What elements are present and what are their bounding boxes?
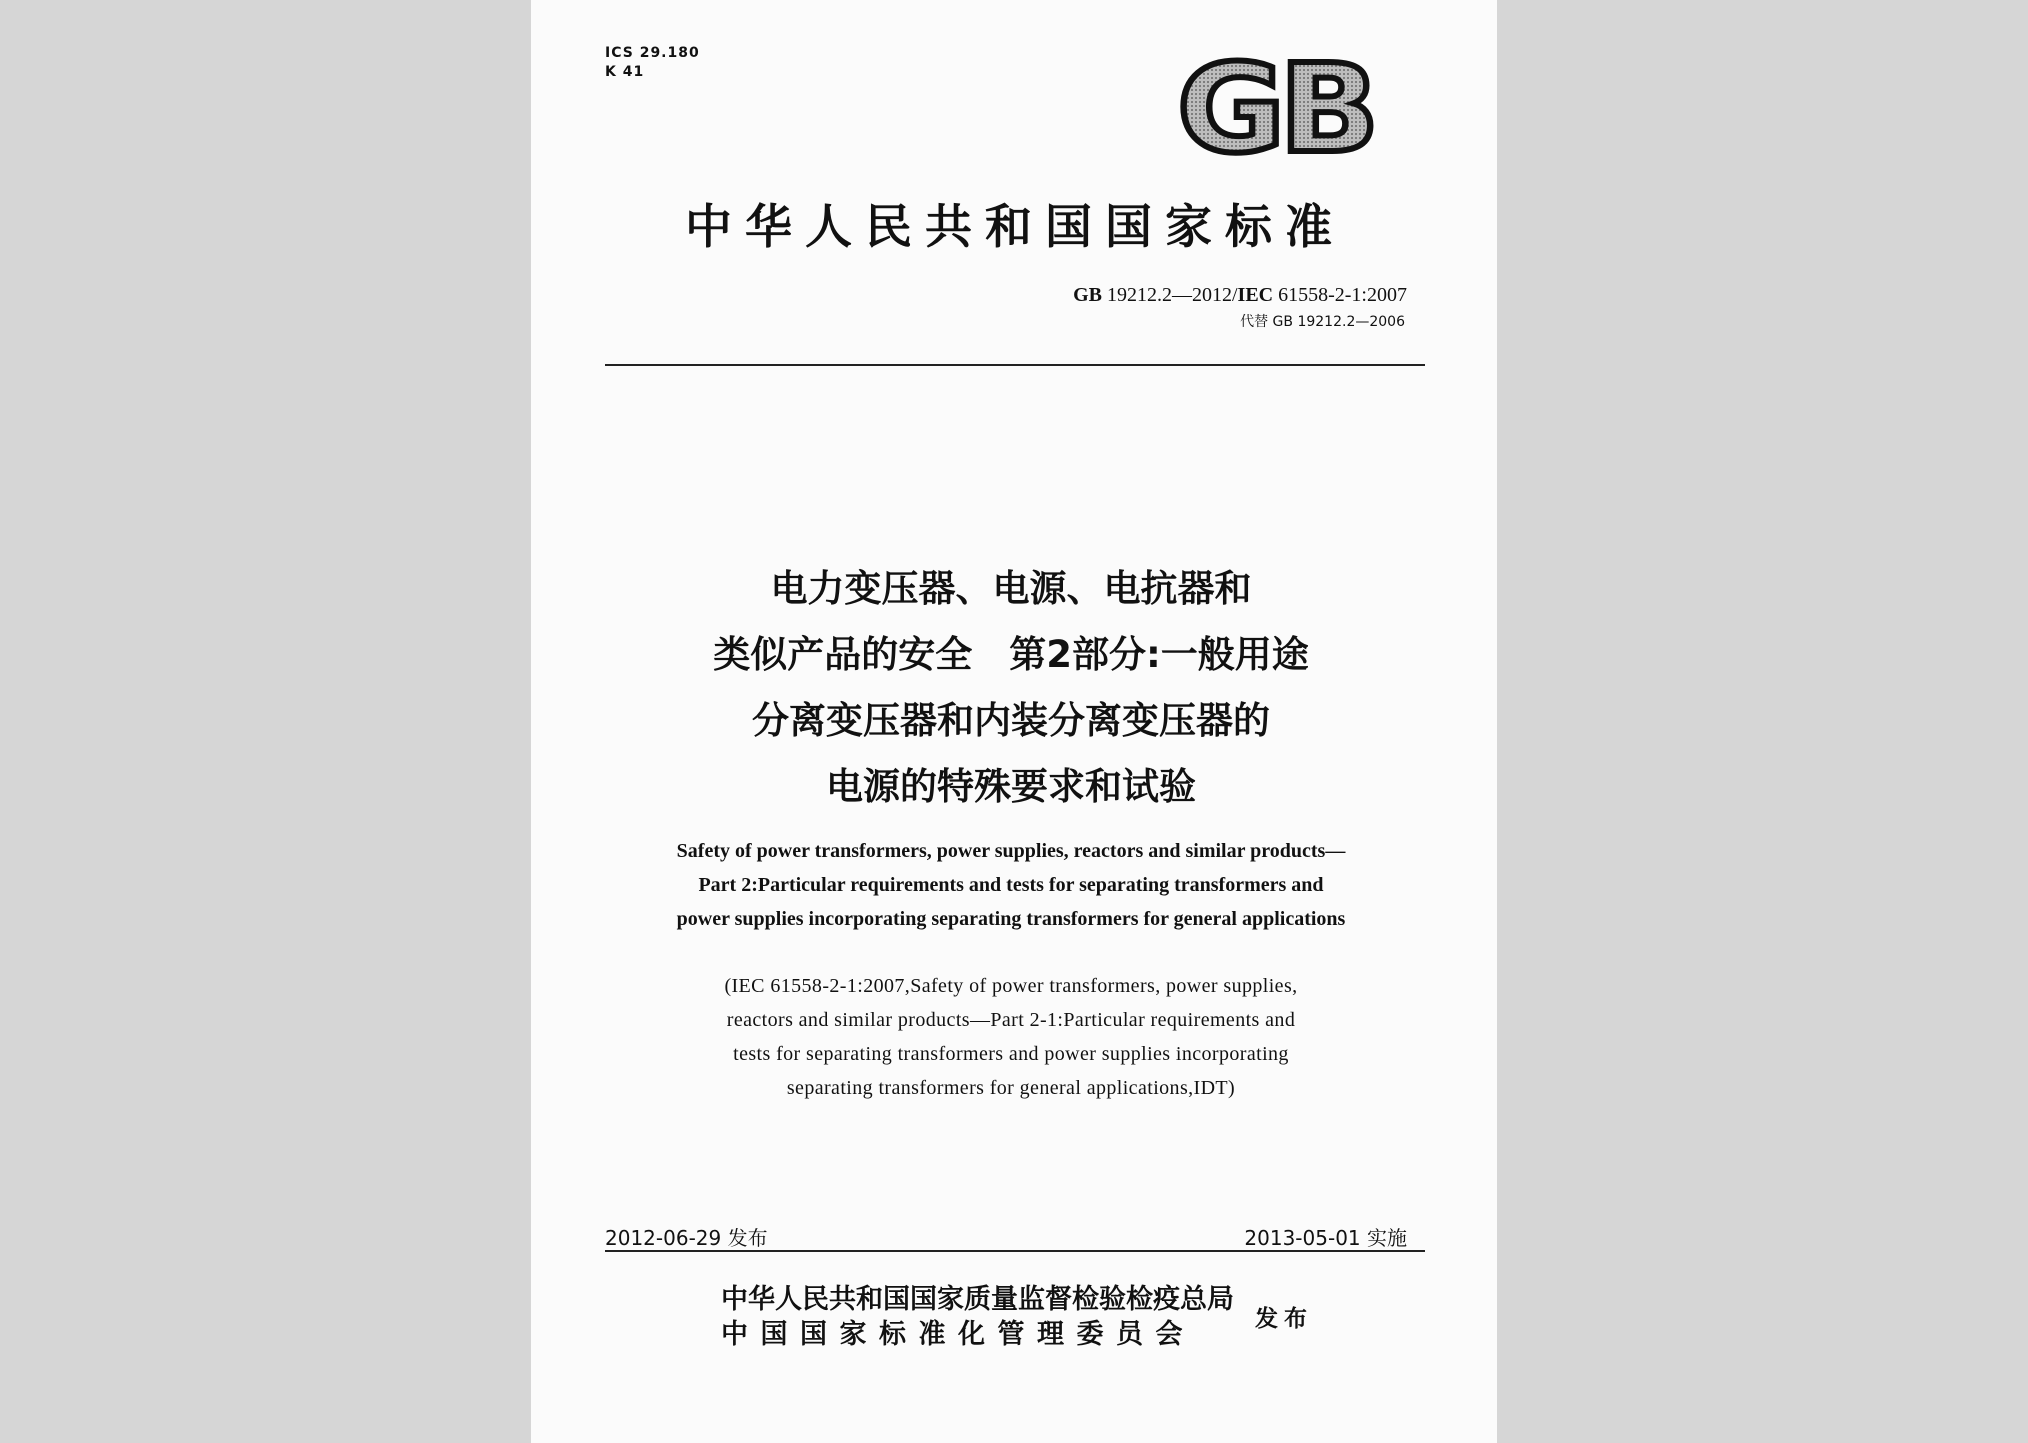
chinese-title-line: 分离变压器和内装分离变压器的	[752, 699, 1270, 742]
implementation-date: 2013-05-01 实施	[1244, 1226, 1407, 1250]
identical-reference	[571, 969, 1451, 1105]
issuer-aqsiq: 中华人民共和国国家质量监督检验检疫总局	[721, 1284, 1234, 1315]
header-divider	[605, 364, 1425, 366]
gb-number: 19212.2—2012/	[1106, 284, 1238, 306]
classification-codes	[605, 44, 700, 82]
ccs-code: K 41	[605, 64, 645, 80]
english-title	[551, 834, 1471, 936]
standard-number	[1073, 284, 1407, 307]
chinese-title	[571, 556, 1451, 820]
iec-prefix: IEC	[1237, 284, 1274, 306]
english-title-line: Safety of power transformers, power supplies, reactors and similar products—	[676, 840, 1346, 862]
reference-line: (IEC 61558-2-1:2007,Safety of power transformers, power supplies,	[724, 975, 1298, 997]
gb-prefix: GB	[1073, 284, 1102, 306]
standard-cover-page	[531, 0, 1497, 1443]
ics-code: ICS 29.180	[605, 45, 700, 61]
chinese-title-line: 类似产品的安全 第2部分:一般用途	[713, 633, 1309, 676]
iec-number: 61558-2-1:2007	[1278, 284, 1407, 306]
svg-text:GB: GB	[1177, 56, 1373, 162]
issuer-sac: 中国国家标准化管理委员会	[721, 1319, 1195, 1350]
chinese-title-line: 电力变压器、电源、电抗器和	[770, 567, 1252, 610]
publication-date: 2012-06-29 发布	[605, 1226, 768, 1250]
chinese-title-line: 电源的特殊要求和试验	[826, 765, 1196, 808]
english-title-line: Part 2:Particular requirements and tests for separating transformers and	[698, 874, 1324, 896]
release-label: 发布	[1255, 1305, 1313, 1332]
reference-line: separating transformers for general applications,IDT)	[786, 1077, 1236, 1099]
national-standard-title: 中华人民共和国国家标准	[685, 200, 1345, 255]
reference-line: reactors and similar products—Part 2-1:Particular requirements and	[726, 1009, 1296, 1031]
replaces-note: 代替 GB 19212.2—2006	[1240, 314, 1405, 330]
footer-divider	[605, 1250, 1425, 1252]
english-title-line: power supplies incorporating separating transformers for general applications	[676, 908, 1346, 930]
reference-line: tests for separating transformers and power supplies incorporating	[733, 1043, 1289, 1065]
gb-logo	[1174, 56, 1376, 162]
issuing-authorities	[721, 1282, 1234, 1352]
